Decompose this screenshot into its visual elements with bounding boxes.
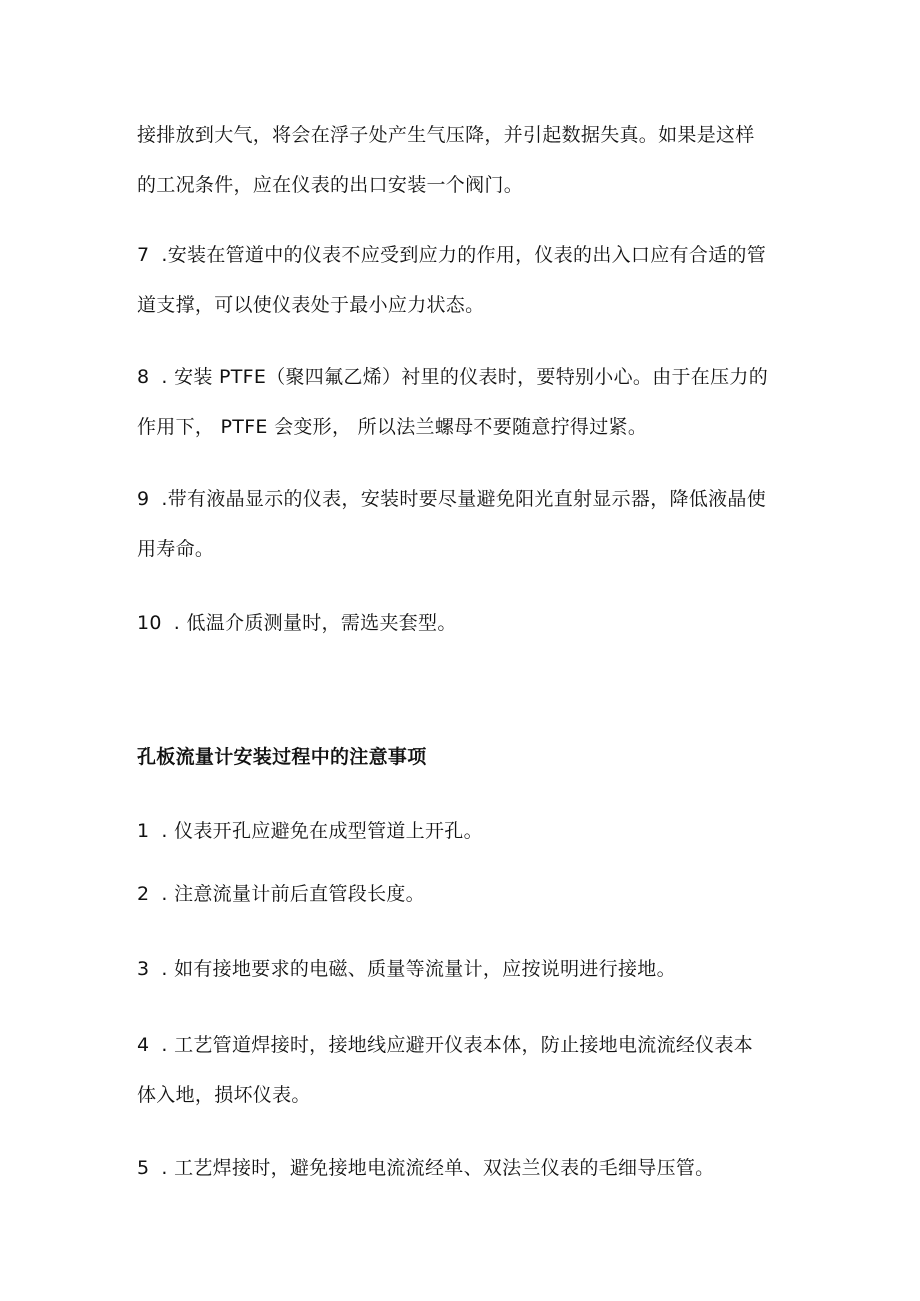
list-item-10 [137, 610, 797, 636]
item-text: .安装在管道中的仪表不应受到应力的作用，仪表的出入口应有合适的管 [161, 244, 767, 266]
list-item-2 [137, 881, 797, 907]
item-number: 1 [137, 820, 150, 842]
item-text: . 工艺焊接时，避免接地电流流经单、双法兰仪表的毛细导压管。 [161, 1157, 715, 1179]
list-item-9 [137, 486, 797, 512]
item-number: 10 [137, 612, 162, 634]
item-number: 4 [137, 1034, 150, 1056]
item-text: . 仪表开孔应避免在成型管道上开孔。 [161, 820, 483, 842]
list-item-9-cont: 用寿命。 [137, 538, 215, 560]
list-item-4 [137, 1032, 797, 1058]
list-item-8 [137, 364, 797, 390]
list-item-1 [137, 818, 797, 844]
item-text: . 安装 PTFE（聚四氟乙烯）衬里的仪表时，要特别小心。由于在压力的 [161, 366, 769, 388]
list-item-7 [137, 242, 797, 268]
list-item-4-cont: 体入地，损坏仪表。 [137, 1084, 311, 1106]
item-text: . 工艺管道焊接时，接地线应避开仪表本体，防止接地电流流经仪表本 [161, 1034, 754, 1056]
intro-line-2: 的工况条件，应在仪表的出口安装一个阀门。 [137, 174, 524, 196]
section-heading: 孔板流量计安装过程中的注意事项 [137, 746, 427, 768]
item-number: 2 [137, 883, 150, 905]
item-number: 9 [137, 488, 150, 510]
item-text: . 注意流量计前后直管段长度。 [161, 883, 425, 905]
item-text: . 低温介质测量时，需选夹套型。 [173, 612, 457, 634]
list-item-5 [137, 1155, 797, 1181]
item-text: . 如有接地要求的电磁、质量等流量计，应按说明进行接地。 [161, 958, 676, 980]
item-number: 7 [137, 244, 150, 266]
item-number: 5 [137, 1157, 150, 1179]
list-item-7-cont: 道支撑，可以使仪表处于最小应力状态。 [137, 294, 485, 316]
item-number: 8 [137, 366, 150, 388]
item-text: .带有液晶显示的仪表，安装时要尽量避免阳光直射显示器，降低液晶使 [161, 488, 767, 510]
list-item-8-cont: 作用下， PTFE 会变形， 所以法兰螺母不要随意拧得过紧。 [137, 416, 648, 438]
item-number: 3 [137, 958, 150, 980]
intro-line-1: 接排放到大气，将会在浮子处产生气压降，并引起数据失真。如果是这样 [137, 124, 755, 146]
list-item-3 [137, 956, 797, 982]
